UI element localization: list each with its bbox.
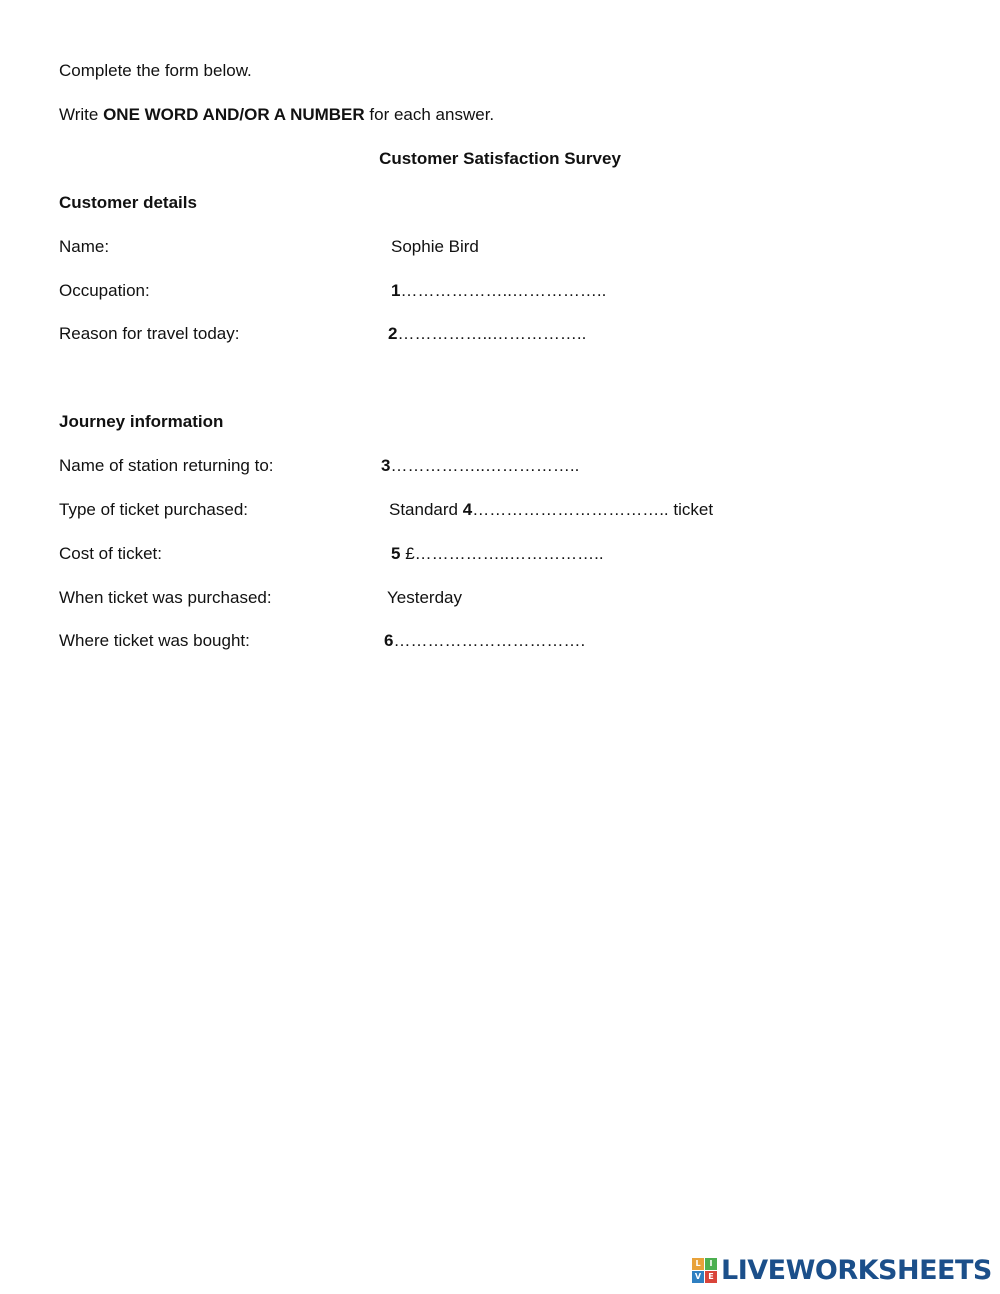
answer-blank-4[interactable]: Standard 4…………………………….. ticket: [389, 500, 714, 519]
liveworksheets-logo-mark-icon: L I V E: [692, 1258, 717, 1283]
label-reason-for-travel: Reason for travel today:: [59, 324, 240, 343]
answer-blank-6[interactable]: 6…………………………….: [384, 631, 586, 650]
value-purchase-time: Yesterday: [387, 588, 462, 607]
question-number: 4: [462, 500, 473, 519]
question-number: 1: [391, 281, 401, 300]
form-title: Customer Satisfaction Survey: [379, 149, 621, 168]
question-number: 6: [384, 631, 394, 650]
question-number: 2: [388, 324, 398, 343]
answer-blank-3[interactable]: 3……………..……………..: [381, 456, 580, 475]
instruction-complete-form: Complete the form below.: [59, 61, 252, 80]
word-limit-emphasis: ONE WORD AND/OR A NUMBER: [103, 105, 365, 124]
section-heading-journey-information: Journey information: [59, 412, 224, 431]
value-name: Sophie Bird: [391, 237, 479, 256]
label-ticket-cost: Cost of ticket:: [59, 544, 162, 563]
label-purchase-location: Where ticket was bought:: [59, 631, 250, 650]
instruction-word-limit: Write ONE WORD AND/OR A NUMBER for each answer.: [59, 105, 495, 124]
question-number: 3: [381, 456, 391, 475]
answer-blank-1[interactable]: 1………………..……………..: [391, 281, 607, 300]
label-occupation: Occupation:: [59, 281, 150, 300]
label-name: Name:: [59, 237, 110, 256]
label-station-returning-to: Name of station returning to:: [59, 456, 274, 475]
question-number: 5: [391, 544, 401, 563]
answer-blank-2[interactable]: 2……………..……………..: [388, 324, 587, 343]
liveworksheets-logo[interactable]: [692, 1255, 992, 1285]
liveworksheets-logo-text: LIVEWORKSHEETS: [721, 1254, 992, 1286]
answer-blank-5[interactable]: 5 £……………..……………..: [391, 544, 604, 563]
section-heading-customer-details: Customer details: [59, 193, 197, 212]
label-purchase-time: When ticket was purchased:: [59, 588, 272, 607]
label-ticket-type: Type of ticket purchased:: [59, 500, 248, 519]
